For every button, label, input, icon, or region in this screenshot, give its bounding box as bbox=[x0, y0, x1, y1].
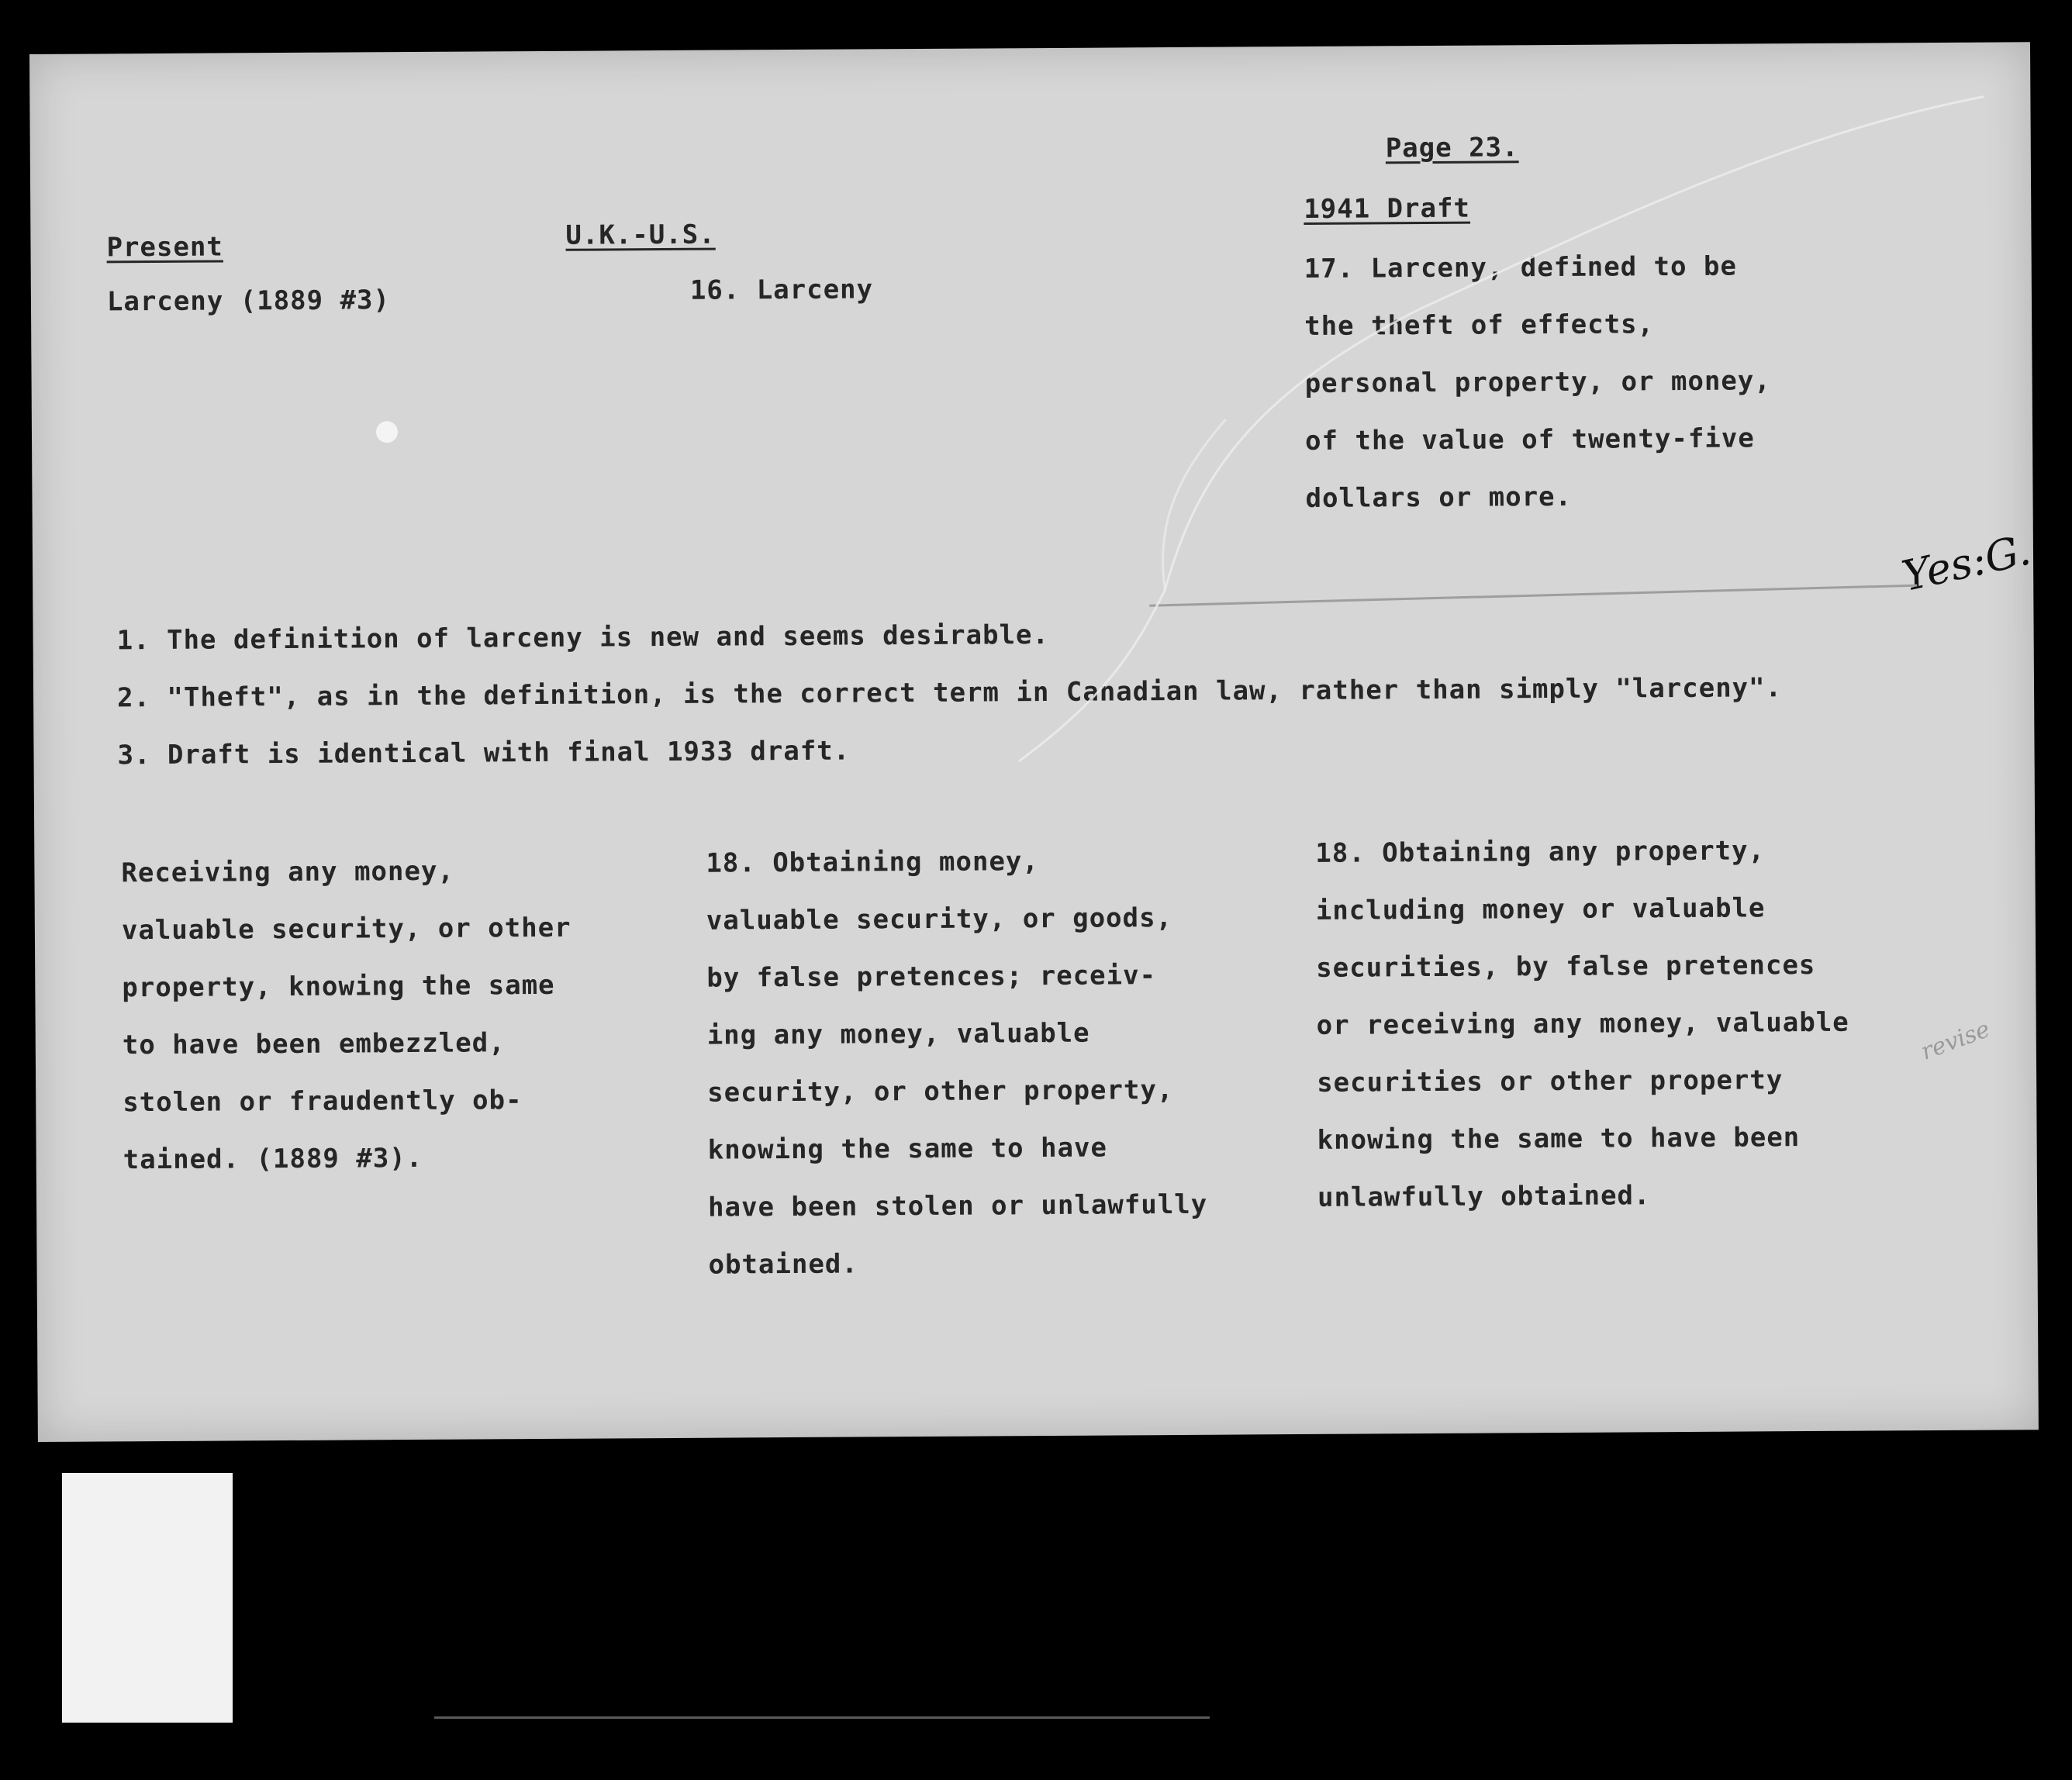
margin-note: revise bbox=[1917, 1015, 1994, 1066]
text-line: ing any money, valuable bbox=[706, 1017, 1090, 1051]
text-line: 18. Obtaining money, bbox=[706, 846, 1039, 879]
draft-obtaining-block bbox=[1315, 822, 1850, 1226]
draft-heading: 1941 Draft bbox=[1304, 192, 1471, 225]
text-line: the theft of effects, bbox=[1304, 309, 1655, 342]
present-heading: Present bbox=[106, 231, 223, 264]
document-sheet bbox=[29, 42, 2039, 1442]
draft-larceny-block bbox=[1304, 237, 1771, 527]
ukus-heading: U.K.-U.S. bbox=[565, 219, 716, 251]
paper-crease bbox=[1162, 419, 1227, 590]
text-line: security, or other property, bbox=[707, 1075, 1174, 1109]
film-edge-line bbox=[434, 1716, 1210, 1719]
text-line: Receiving any money, bbox=[121, 855, 454, 889]
text-line: unlawfully obtained. bbox=[1317, 1180, 1651, 1213]
text-line: valuable security, or other bbox=[121, 912, 572, 947]
text-line: valuable security, or goods, bbox=[706, 902, 1173, 937]
text-line: of the value of twenty-five bbox=[1304, 423, 1755, 457]
text-line: obtained. bbox=[708, 1248, 858, 1281]
text-line: stolen or fraudently ob- bbox=[123, 1085, 523, 1119]
text-line: by false pretences; receiv- bbox=[706, 960, 1157, 994]
text-line: including money or valuable bbox=[1315, 892, 1766, 926]
text-line: securities, by false pretences bbox=[1316, 949, 1816, 984]
note-item: 2. "Theft", as in the definition, is the correct term in Canadian law, rather than simply "larceny". bbox=[116, 672, 1783, 714]
text-line: securities or other property bbox=[1317, 1064, 1784, 1099]
ukus-obtaining-block bbox=[706, 832, 1208, 1294]
text-line: personal property, or money, bbox=[1304, 365, 1771, 399]
text-line: knowing the same to have bbox=[707, 1132, 1108, 1166]
notes-block bbox=[116, 602, 1782, 784]
text-line: knowing the same to have been bbox=[1317, 1122, 1801, 1156]
text-line: tained. (1889 #3). bbox=[123, 1142, 423, 1176]
page-number: Page 23. bbox=[1385, 132, 1519, 164]
present-larceny: Larceny (1889 #3) bbox=[106, 285, 391, 318]
paper-speck bbox=[376, 421, 398, 443]
text-line: 18. Obtaining any property, bbox=[1315, 835, 1766, 869]
note-item: 1. The definition of larceny is new and seems desirable. bbox=[116, 619, 1050, 657]
handwritten-annotation: Yes:G. bbox=[1898, 525, 2036, 601]
text-line: 17. Larceny, defined to be bbox=[1304, 250, 1738, 285]
text-line: to have been embezzled, bbox=[122, 1027, 506, 1061]
text-line: dollars or more. bbox=[1305, 481, 1573, 514]
ukus-larceny: 16. Larceny bbox=[689, 274, 874, 306]
text-line: or receiving any money, valuable bbox=[1316, 1006, 1849, 1041]
calibration-patch bbox=[62, 1473, 233, 1723]
text-line: have been stolen or unlawfully bbox=[707, 1188, 1208, 1223]
present-receiving-block bbox=[121, 842, 572, 1189]
text-line: property, knowing the same bbox=[122, 969, 555, 1004]
note-item: 3. Draft is identical with final 1933 draft. bbox=[117, 735, 851, 771]
